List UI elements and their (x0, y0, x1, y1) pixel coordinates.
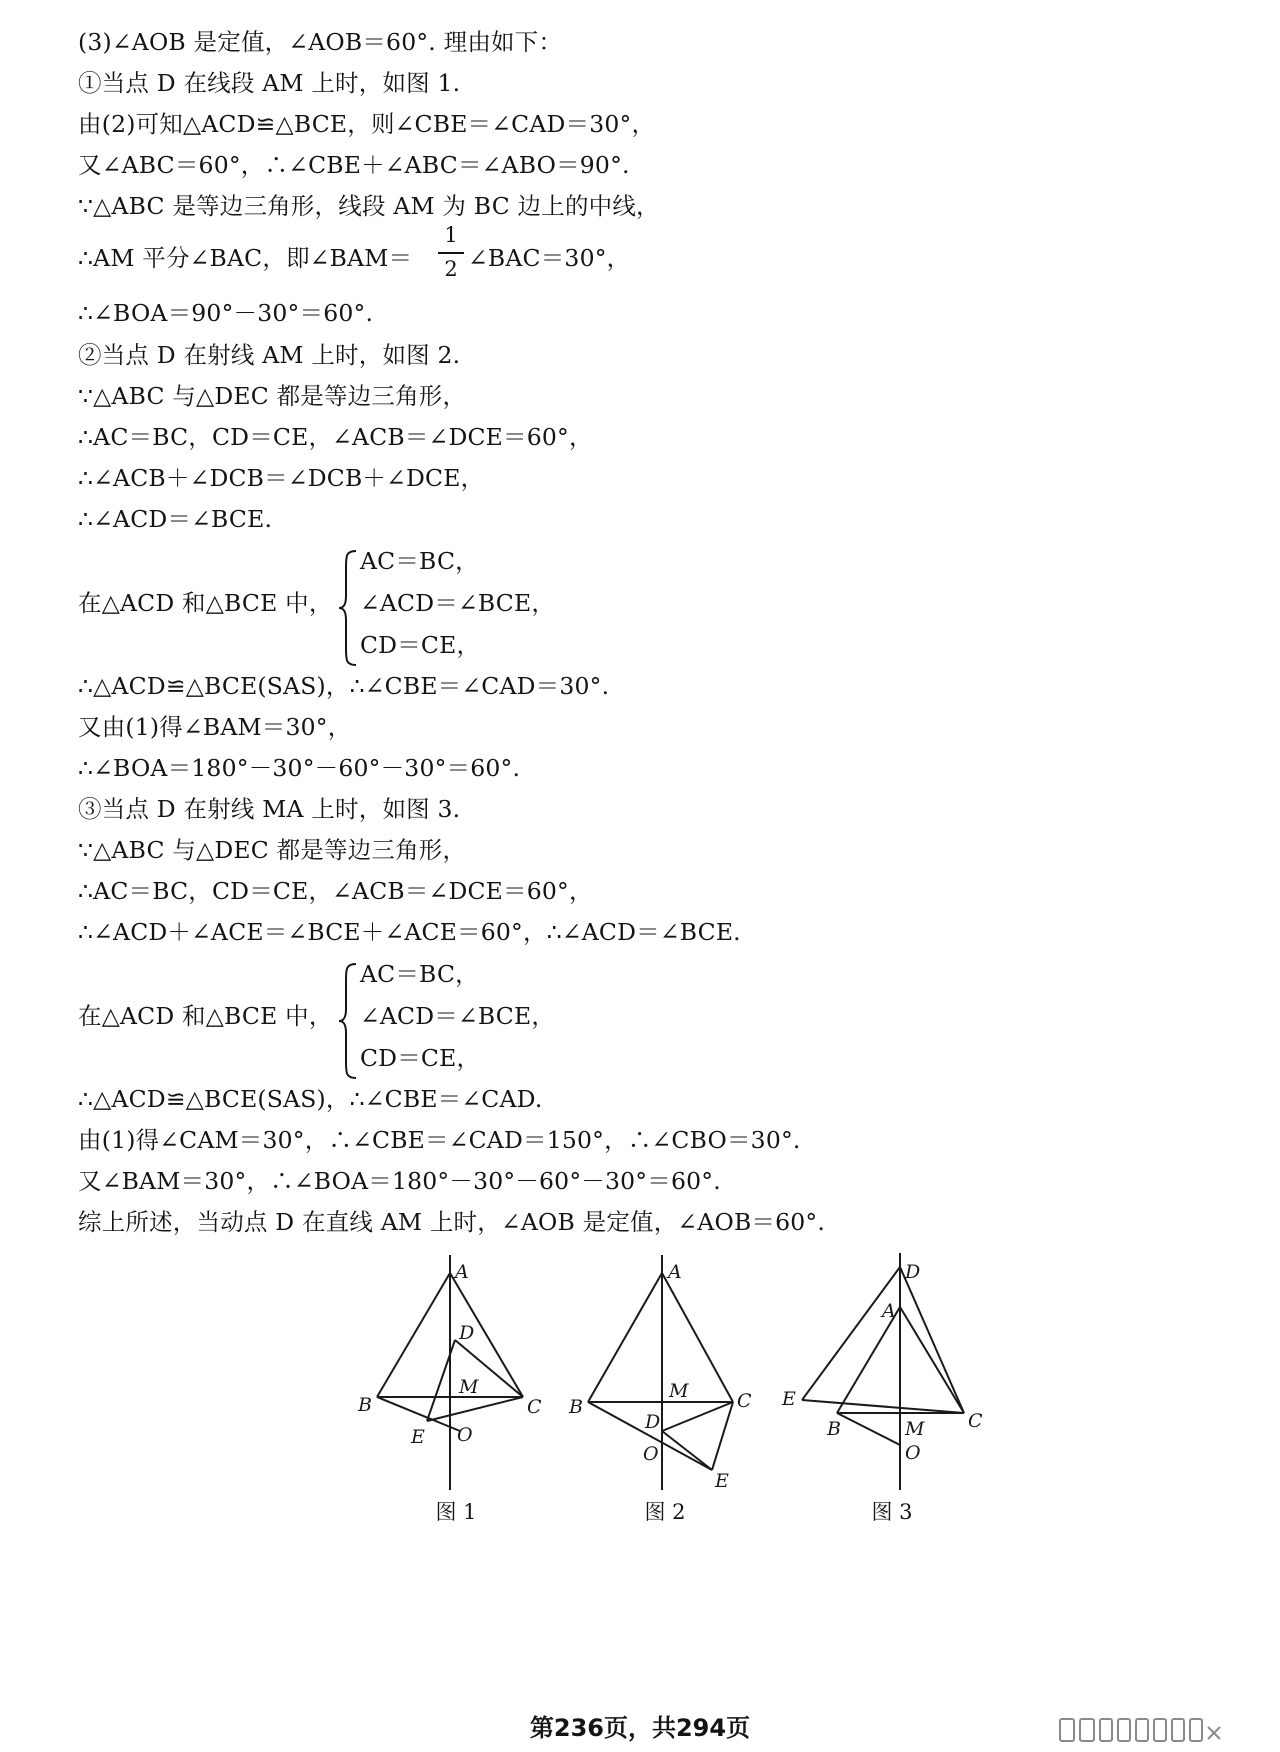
text-line: ∴AC＝BC，CD＝CE，∠ACB＝∠DCE＝60°， (78, 877, 593, 905)
figure-3-caption: 图 3 (871, 1500, 913, 1524)
text-line: ∴∠ACD＝∠BCE. (78, 505, 273, 533)
fraction-bar (438, 252, 464, 254)
figure-3-diagram (772, 1245, 992, 1495)
point-label: M (669, 1380, 689, 1402)
figure-1-diagram (355, 1245, 555, 1495)
point-label: E (715, 1470, 729, 1492)
text-line: ③当点 D 在射线 MA 上时，如图 3. (78, 795, 461, 823)
brace-icon (336, 961, 360, 1081)
text-line: ①当点 D 在线段 AM 上时，如图 1. (78, 69, 461, 97)
text-line: ∴∠BOA＝180°－30°－60°－30°＝60°. (78, 754, 521, 782)
text-line: ∴△ACD≌△BCE(SAS)，∴∠CBE＝∠CAD＝30°. (78, 672, 610, 700)
text-line: ∴△ACD≌△BCE(SAS)，∴∠CBE＝∠CAD. (78, 1085, 543, 1113)
text-line: 又∠BAM＝30°，∴∠BOA＝180°－30°－60°－30°＝60°. (78, 1167, 721, 1195)
point-label: E (782, 1388, 796, 1410)
point-label: B (358, 1394, 372, 1416)
text-line: ∵△ABC 与△DEC 都是等边三角形， (78, 836, 467, 864)
text-line: ∴∠BOA＝90°－30°＝60°. (78, 299, 374, 327)
brace-line: CD＝CE， (360, 631, 481, 659)
text-line: ∴AC＝BC，CD＝CE，∠ACB＝∠DCE＝60°， (78, 423, 593, 451)
point-label: C (737, 1390, 752, 1412)
text-line: ∵△ABC 与△DEC 都是等边三角形， (78, 382, 467, 410)
figure-2-caption: 图 2 (644, 1500, 686, 1524)
text-line: ∠BAC＝30°， (468, 244, 631, 272)
point-label: O (643, 1443, 659, 1465)
text-line: 由(1)得∠CAM＝30°，∴∠CBE＝∠CAD＝150°，∴∠CBO＝30°. (78, 1126, 801, 1154)
text-line: ∴∠ACD＋∠ACE＝∠BCE＋∠ACE＝60°，∴∠ACD＝∠BCE. (78, 918, 741, 946)
brace-line: CD＝CE， (360, 1044, 481, 1072)
fraction-numerator: 1 (444, 223, 458, 247)
point-label: E (411, 1426, 425, 1448)
point-label: O (905, 1442, 921, 1464)
brace-line: ∠ACD＝∠BCE， (360, 589, 556, 617)
brace-line: AC＝BC， (360, 547, 479, 575)
text-line: ②当点 D 在射线 AM 上时，如图 2. (78, 341, 461, 369)
point-label: A (455, 1261, 469, 1283)
brace-icon (336, 548, 360, 668)
point-label: O (457, 1424, 473, 1446)
text-line: 由(2)可知△ACD≌△BCE，则∠CBE＝∠CAD＝30°， (78, 110, 656, 138)
point-label: C (968, 1410, 983, 1432)
text-line: 在△ACD 和△BCE 中， (78, 1002, 333, 1030)
text-line: ∴∠ACB＋∠DCB＝∠DCB＋∠DCE， (78, 464, 485, 492)
point-label: B (569, 1396, 583, 1418)
brace-line: ∠ACD＝∠BCE， (360, 1002, 556, 1030)
text-line: 综上所述，当动点 D 在直线 AM 上时，∠AOB 是定值，∠AOB＝60°. (78, 1208, 826, 1236)
scan-bars-decoration (1058, 1715, 1258, 1745)
point-label: A (882, 1300, 896, 1322)
text-line: (3)∠AOB 是定值，∠AOB＝60°. 理由如下： (78, 28, 563, 56)
point-label: C (527, 1396, 542, 1418)
figure-1-caption: 图 1 (435, 1500, 477, 1524)
text-line: ∴AM 平分∠BAC，即∠BAM＝ (78, 244, 413, 272)
point-label: M (905, 1418, 925, 1440)
point-label: D (905, 1261, 921, 1283)
text-line: 又∠ABC＝60°，∴∠CBE＋∠ABC＝∠ABO＝90°. (78, 151, 630, 179)
point-label: B (827, 1418, 841, 1440)
figure-2-diagram (565, 1245, 765, 1495)
point-label: M (459, 1376, 479, 1398)
fraction-denominator: 2 (444, 257, 458, 281)
brace-line: AC＝BC， (360, 960, 479, 988)
point-label: D (645, 1411, 661, 1433)
page-number-footer: 第236页，共294页 (529, 1714, 751, 1742)
text-line: 在△ACD 和△BCE 中， (78, 589, 333, 617)
text-line: ∵△ABC 是等边三角形，线段 AM 为 BC 边上的中线， (78, 192, 660, 220)
point-label: D (459, 1322, 475, 1344)
point-label: A (668, 1261, 682, 1283)
text-line: 又由(1)得∠BAM＝30°， (78, 713, 352, 741)
